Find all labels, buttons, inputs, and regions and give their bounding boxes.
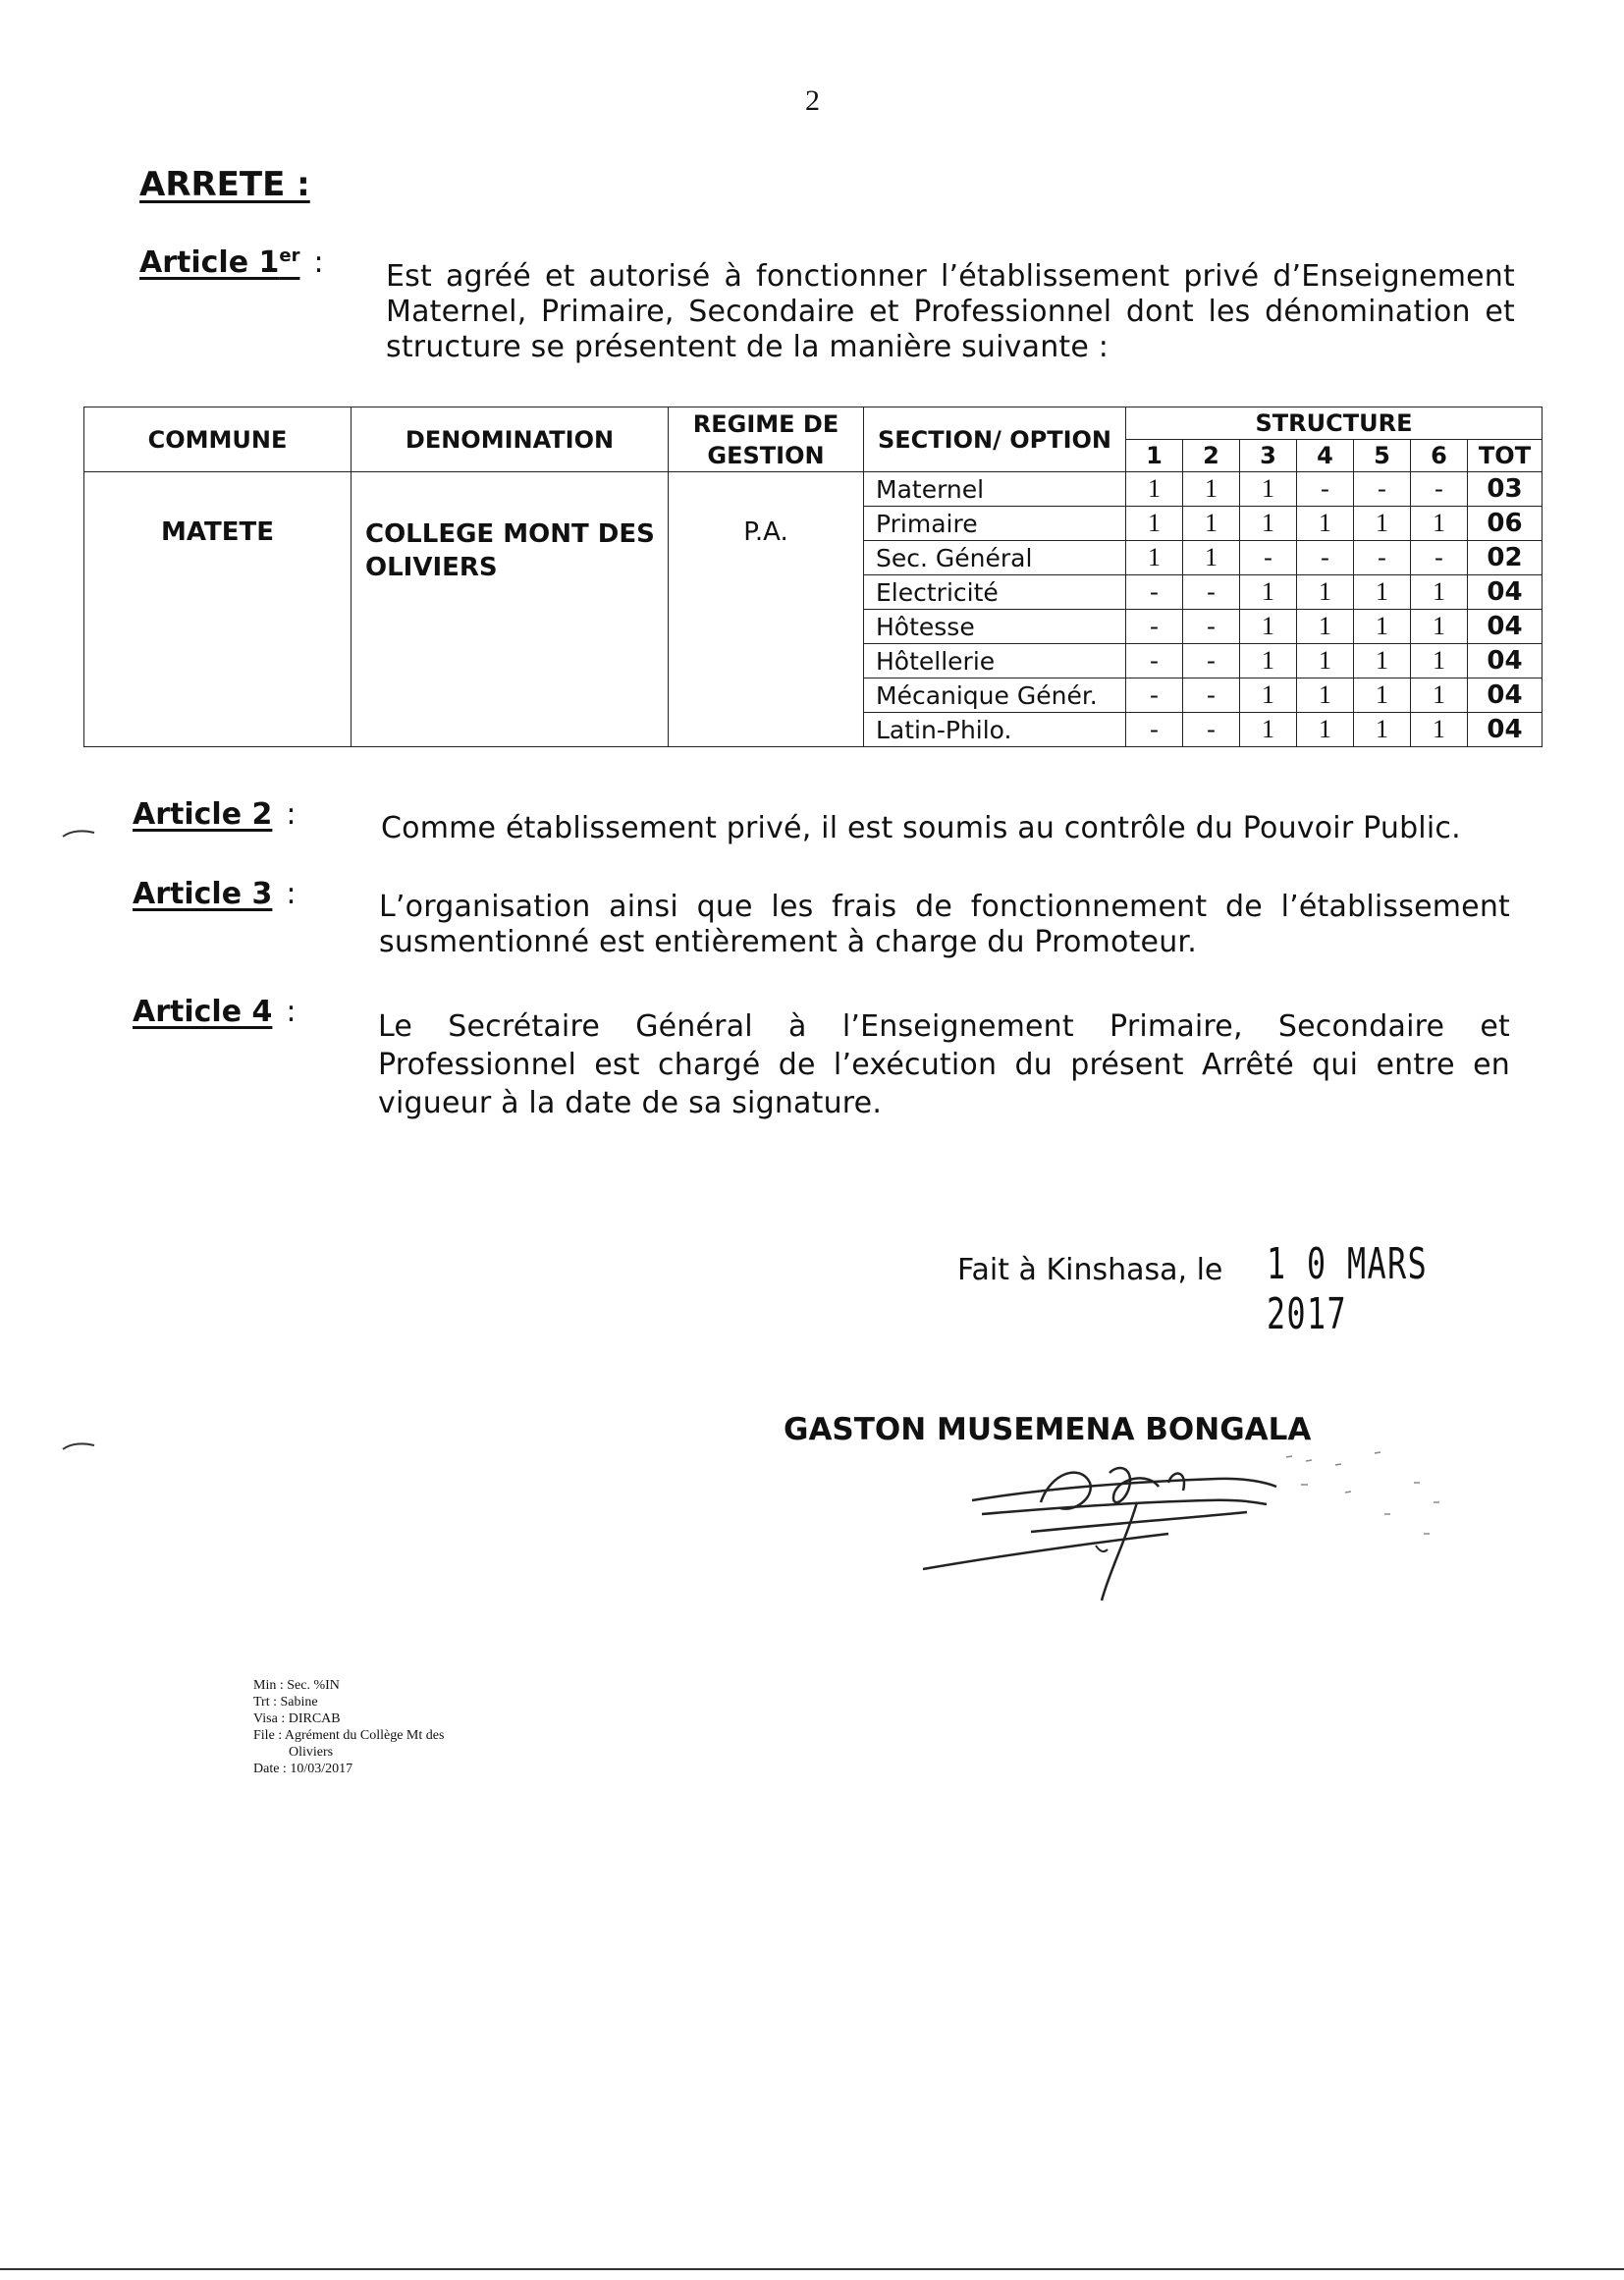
level-cell: 1 [1297,507,1354,541]
level-cell: 1 [1183,541,1240,575]
header-level-3: 3 [1240,440,1297,472]
date-stamp: 1 0 MARS 2017 [1267,1239,1429,1339]
level-cell: 1 [1240,472,1297,507]
level-cell: 1 [1126,507,1183,541]
level-cell: 1 [1297,644,1354,679]
level-cell: 1 [1240,610,1297,644]
reference-block [253,1677,444,1777]
level-cell: 1 [1411,713,1468,747]
level-cell: - [1354,472,1411,507]
reference-file-cont: Oliviers [289,1745,334,1760]
level-cell: 1 [1354,713,1411,747]
header-level-5: 5 [1354,440,1411,472]
level-cell: 1 [1297,610,1354,644]
level-cell: - [1126,713,1183,747]
reference-visa: Visa : DIRCAB [253,1711,341,1726]
option-cell: Electricité [864,575,1126,610]
level-cell: 1 [1297,575,1354,610]
total-cell: 04 [1468,610,1543,644]
header-denomination: DENOMINATION [352,407,669,472]
article-3-label: Article 3 : [133,877,297,911]
article-4-text: Le Secrétaire Général à l’Enseignement Primaire, Secondaire et Professionnel est chargé de l’exécution du présent Arrêté qui entre en vigueur à la date de sa signature. [378,1009,1510,1120]
level-cell: 1 [1354,679,1411,713]
level-cell: 1 [1411,575,1468,610]
handwritten-signature [913,1443,1463,1620]
level-cell: 1 [1354,575,1411,610]
level-cell: 1 [1354,644,1411,679]
option-cell: Sec. Général [864,541,1126,575]
article-1-label: Article 1er : [139,245,324,280]
option-cell: Maternel [864,472,1126,507]
level-cell: - [1183,610,1240,644]
level-cell: 1 [1126,472,1183,507]
level-cell: 1 [1411,679,1468,713]
decree-heading: ARRETE : [139,165,310,204]
total-cell: 03 [1468,472,1543,507]
level-cell: 1 [1411,644,1468,679]
reference-min: Min : Sec. %IN [253,1678,340,1693]
level-cell: 1 [1240,644,1297,679]
level-cell: 1 [1354,507,1411,541]
level-cell: - [1126,679,1183,713]
level-cell: - [1411,541,1468,575]
header-level-2: 2 [1183,440,1240,472]
regime-cell: P.A. [669,472,864,747]
level-cell: 1 [1297,679,1354,713]
total-cell: 04 [1468,644,1543,679]
article-4-label: Article 4 : [133,995,297,1029]
level-cell: - [1240,541,1297,575]
article-1-text: Est agréé et autorisé à fonctionner l’établissement privé d’Enseignement Maternel, Primaire, Secondaire et Professionnel dont les dénomination et structure se présentent de la manière suivante : [386,259,1515,364]
level-cell: - [1126,575,1183,610]
header-commune: COMMUNE [84,407,352,472]
option-cell: Hôtesse [864,610,1126,644]
total-cell: 04 [1468,713,1543,747]
level-cell: - [1183,713,1240,747]
header-level-6: 6 [1411,440,1468,472]
level-cell: 1 [1354,610,1411,644]
structure-table [83,407,1543,747]
level-cell: - [1297,541,1354,575]
table-row [84,472,1543,507]
scan-edge-line [0,2268,1624,2270]
level-cell: 1 [1240,507,1297,541]
reference-trt: Trt : Sabine [253,1695,318,1710]
level-cell: - [1411,472,1468,507]
header-level-1: 1 [1126,440,1183,472]
denomination-cell: COLLEGE MONT DES OLIVIERS [352,472,669,747]
level-cell: 1 [1183,507,1240,541]
level-cell: 1 [1183,472,1240,507]
margin-mark [61,827,96,841]
article-3-text: L’organisation ainsi que les frais de fonctionnement de l’établissement susmentionné est entièrement à charge du Promoteur. [379,890,1510,959]
reference-file: File : Agrément du Collège Mt des [253,1728,445,1743]
total-cell: 06 [1468,507,1543,541]
level-cell: 1 [1240,575,1297,610]
total-cell: 04 [1468,575,1543,610]
option-cell: Mécanique Génér. [864,679,1126,713]
level-cell: - [1183,644,1240,679]
option-cell: Latin-Philo. [864,713,1126,747]
option-cell: Primaire [864,507,1126,541]
level-cell: 1 [1411,610,1468,644]
page-number: 2 [805,84,820,117]
reference-date: Date : 10/03/2017 [253,1762,353,1776]
header-structure: STRUCTURE [1126,407,1543,440]
margin-mark [61,1439,96,1453]
level-cell: - [1354,541,1411,575]
level-cell: - [1297,472,1354,507]
article-2-label: Article 2 : [133,797,297,832]
total-cell: 04 [1468,679,1543,713]
level-cell: - [1126,644,1183,679]
header-regime: REGIME DE GESTION [669,407,864,472]
commune-cell: MATETE [84,472,352,747]
level-cell: - [1183,679,1240,713]
place-and-date-label: Fait à Kinshasa, le [957,1253,1223,1287]
level-cell: 1 [1240,679,1297,713]
signatory-name: GASTON MUSEMENA BONGALA [784,1412,1312,1447]
level-cell: 1 [1240,713,1297,747]
option-cell: Hôtellerie [864,644,1126,679]
header-section: SECTION/ OPTION [864,407,1126,472]
article-2-text: Comme établissement privé, il est soumis au contrôle du Pouvoir Public. [381,811,1461,845]
level-cell: 1 [1411,507,1468,541]
header-level-4: 4 [1297,440,1354,472]
level-cell: - [1183,575,1240,610]
level-cell: 1 [1126,541,1183,575]
level-cell: - [1126,610,1183,644]
level-cell: 1 [1297,713,1354,747]
total-cell: 02 [1468,541,1543,575]
header-level-tot: TOT [1468,440,1543,472]
